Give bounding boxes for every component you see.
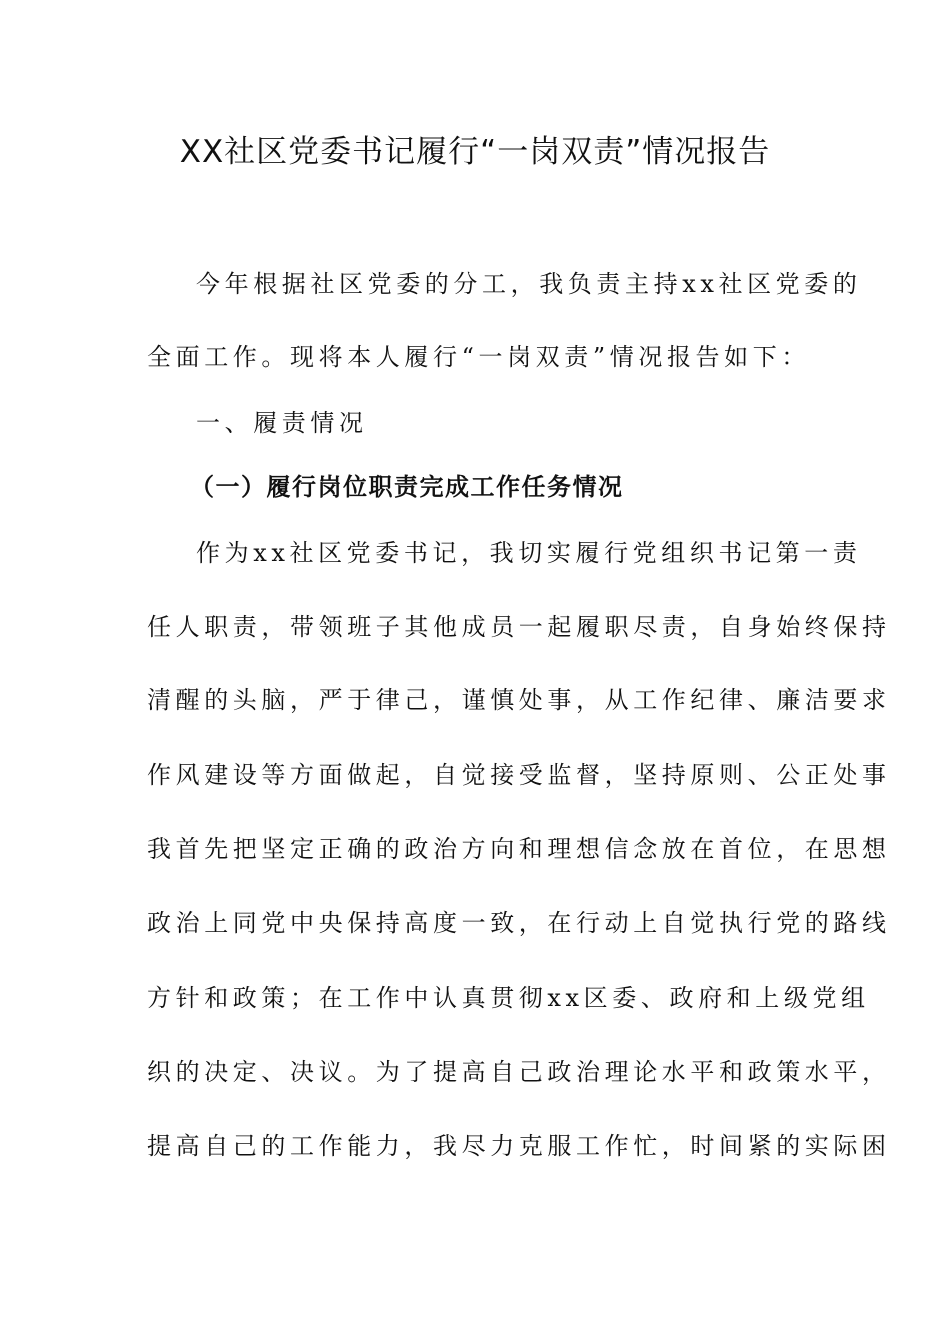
paragraph-line-4: 任人职责，带领班子其他成员一起履职尽责，自身始终保持 — [147, 613, 891, 641]
subsection-heading-1: （一）履行岗位职责完成工作任务情况 — [190, 473, 624, 501]
paragraph-line-5: 清醒的头脑，严于律己，谨慎处事，从工作纪律、廉洁要求 — [147, 686, 891, 714]
paragraph-line-1: 今年根据社区党委的分工，我负责主持xx社区党委的 — [196, 270, 862, 298]
paragraph-line-11: 提高自己的工作能力，我尽力克服工作忙，时间紧的实际困 — [147, 1132, 891, 1160]
document-title: XX社区党委书记履行“一岗双责”情况报告 — [179, 134, 771, 170]
section-heading-1: 一、履责情况 — [196, 409, 368, 437]
paragraph-line-3: 作为xx社区党委书记，我切实履行党组织书记第一责 — [196, 539, 862, 567]
paragraph-line-9: 方针和政策；在工作中认真贯彻xx区委、政府和上级党组 — [147, 984, 870, 1012]
paragraph-line-8: 政治上同党中央保持高度一致，在行动上自觉执行党的路线 — [147, 909, 891, 937]
paragraph-line-10: 织的决定、决议。为了提高自己政治理论水平和政策水平， — [147, 1058, 891, 1086]
paragraph-line-6: 作风建设等方面做起，自觉接受监督，坚持原则、公正处事 — [147, 761, 891, 789]
paragraph-line-2: 全面工作。现将本人履行“一岗双责”情况报告如下： — [147, 343, 810, 371]
paragraph-line-7: 我首先把坚定正确的政治方向和理想信念放在首位，在思想 — [147, 835, 891, 863]
